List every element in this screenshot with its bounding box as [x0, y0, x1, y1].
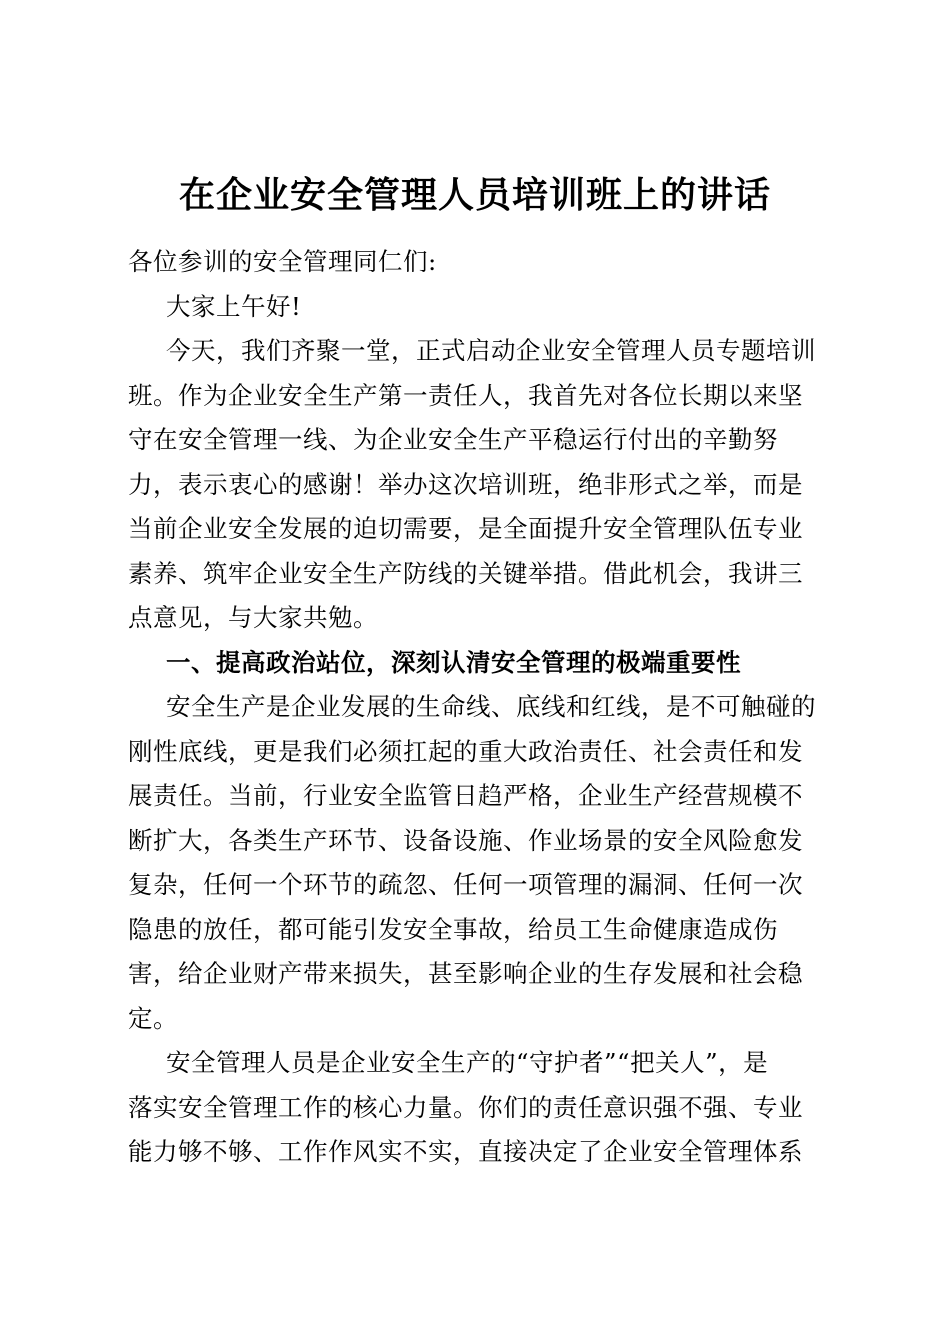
paragraph-line: 今天，我们齐聚一堂，正式启动企业安全管理人员专题培训 — [166, 336, 816, 365]
paragraph-line: 安全生产是企业发展的生命线、底线和红线，是不可触碰的 — [166, 692, 816, 721]
salutation-line: 各位参训的安全管理同仁们: — [128, 247, 437, 276]
paragraph-line: 能力够不够、工作作风实不实，直接决定了企业安全管理体系 — [128, 1137, 803, 1166]
paragraph-line: 点意见，与大家共勉。 — [128, 603, 378, 632]
paragraph-line: 隐患的放任，都可能引发安全事故，给员工生命健康造成伤 — [128, 914, 778, 944]
paragraph-line: 断扩大，各类生产环节、设备设施、作业场景的安全风险愈发 — [128, 825, 803, 855]
document-body — [128, 240, 832, 1175]
paragraph-line: 定。 — [128, 1003, 178, 1033]
paragraph-line: 安全管理人员是企业安全生产的“守护者”“把关人”，是 — [166, 1048, 769, 1077]
paragraph-line: 班。作为企业安全生产第一责任人，我首先对各位长期以来坚 — [128, 380, 803, 410]
paragraph-line: 守在安全管理一线、为企业安全生产平稳运行付出的辛勤努 — [128, 425, 778, 454]
paragraph-line: 害，给企业财产带来损失，甚至影响企业的生存发展和社会稳 — [128, 959, 803, 988]
paragraph-line: 落实安全管理工作的核心力量。你们的责任意识强不强、专业 — [128, 1092, 803, 1122]
paragraph-line: 当前企业安全发展的迫切需要，是全面提升安全管理队伍专业 — [128, 514, 803, 543]
greeting-line: 大家上午好! — [166, 291, 302, 321]
section-heading: 一、提高政治站位，深刻认清安全管理的极端重要性 — [166, 647, 741, 677]
paragraph-line: 力，表示衷心的感谢！举办这次培训班，绝非形式之举，而是 — [128, 469, 803, 499]
paragraph-line: 复杂，任何一个环节的疏忽、任何一项管理的漏洞、任何一次 — [128, 870, 803, 899]
paragraph-line: 展责任。当前，行业安全监管日趋严格，企业生产经营规模不 — [128, 781, 803, 810]
paragraph-line: 素养、筑牢企业安全生产防线的关键举措。借此机会，我讲三 — [128, 558, 803, 588]
paragraph-line: 刚性底线，更是我们必须扛起的重大政治责任、社会责任和发 — [128, 736, 803, 766]
document-title: 在企业安全管理人员培训班上的讲话 — [178, 174, 771, 216]
